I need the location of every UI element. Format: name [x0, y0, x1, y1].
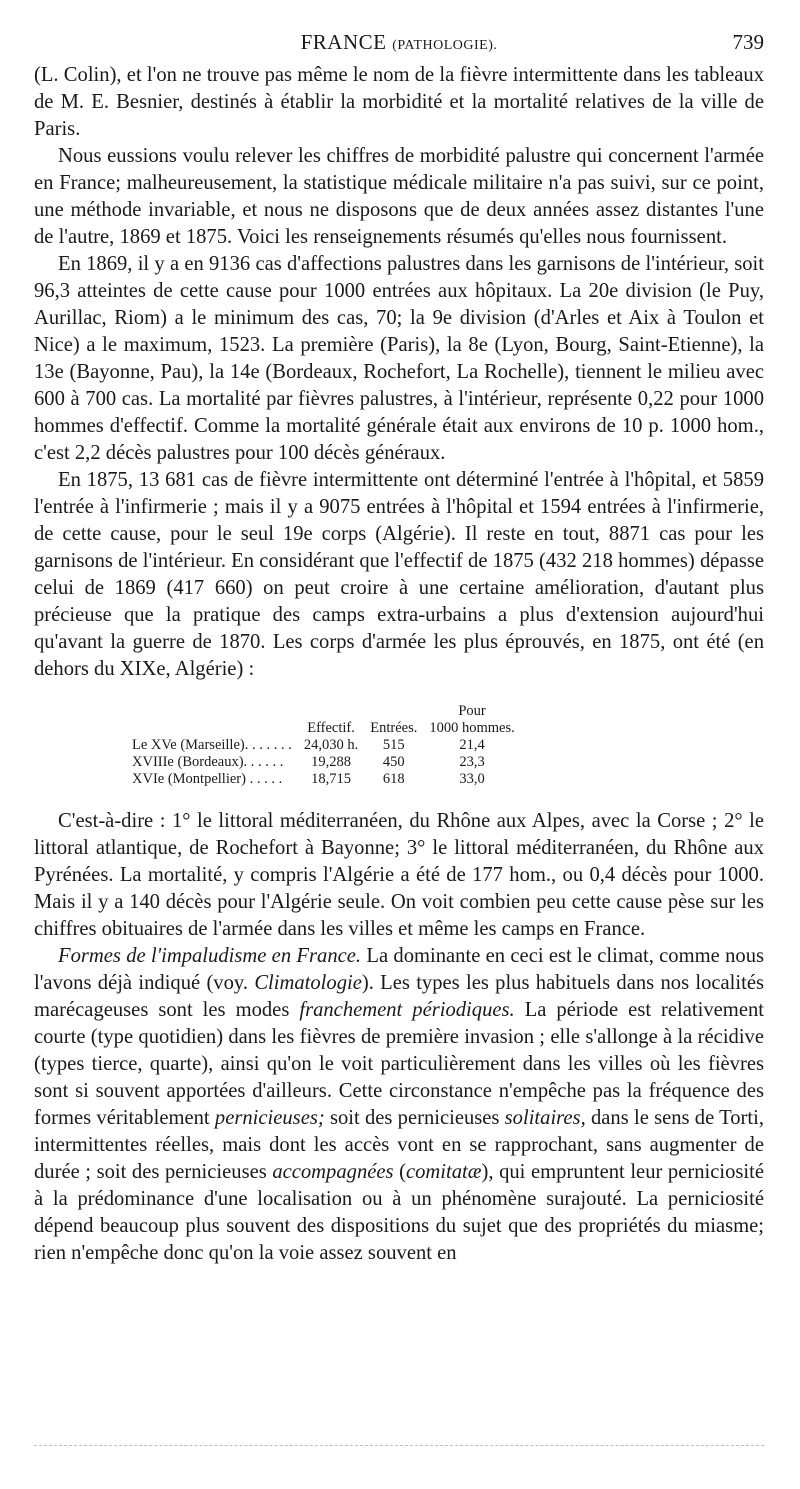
page-number: 739 [732, 30, 764, 54]
page-header [34, 30, 764, 56]
row-effectif: 18,715 [311, 771, 351, 787]
table-row [132, 754, 521, 771]
row-pour-1000: 23,3 [459, 754, 485, 770]
header-title: FRANCE [300, 30, 387, 54]
table-header-effectif: Effectif. [307, 720, 355, 736]
text-run: soit des pernicieuses [324, 1107, 505, 1129]
paragraph: (L. Colin), et l'on ne trouve pas même le nom de la fièvre intermittente dans les tableaux de M. E. Besnier, destinés à établir la morbidité et la mortalité relatives de la ville de Paris. [34, 64, 764, 140]
row-pour-1000: 33,0 [459, 771, 485, 787]
paragraph: En 1875, 13 681 cas de fièvre intermittente ont déterminé l'entrée à l'hôpital, et 5859 l'entrée à l'infirmerie ; mais il y a 9075 entrées à l'hôpital et 1594 entrées à l'infirmerie, de cette cause, pour le seul 19e corps (Algérie). Il reste en tout, 8871 cas pour les garnisons de l'intérieur. En considérant que l'effectif de 1875 (432 218 hommes) dépasse celui de 1869 (417 660) on peut croire à une certaine amélioration, d'autant plus précieuse que la pratique des camps extra-urbains a plus d'extension aujourd'hui qu'avant la guerre de 1870. Les corps d'armée les plus éprouvés, en 1875, ont été (en dehors du XIXe, Algérie) : [34, 469, 764, 680]
emphasis: franchement périodiques. [299, 999, 515, 1021]
stats-table-wrapper [34, 703, 764, 788]
table-header-pour: Pour [458, 703, 486, 719]
row-effectif: 24,030 h. [303, 737, 359, 753]
paragraph: Nous eussions voulu relever les chiffres de morbidité palustre qui concernent l'armée en France; malheureusement, la statistique médicale militaire n'a pas suivi, sur ce point, une méthode invariable, et nous ne disposons que de deux années assez distantes l'une de l'autre, 1869 et 1875. Voici les renseignements résumés qu'elles nous fournissent. [34, 145, 764, 248]
row-label: Le XVe (Marseille). . . . . . . [132, 737, 292, 753]
section-heading: Formes de l'impaludisme en France. [58, 945, 362, 967]
table-header-row-top [132, 703, 521, 720]
running-title [34, 30, 764, 55]
table-row [132, 771, 521, 788]
table-header-pour-1000: 1000 hommes. [429, 720, 515, 736]
text-run: La période est relativement courte (type quotidien) dans les fièvres de première invasion ; elle s'allonge à la récidive (types tierce, quarte), ainsi qu'on le voit particulièrement dans les villes où les fièvres sont si souvent apportées d'ailleurs. Cette circonstance n'empêche pas la fréquence des formes véritablement [34, 999, 764, 1129]
text-run: La dominante en ceci est le climat, comme nous l'avons déjà indiqué (voy. [34, 945, 765, 994]
table-row [132, 737, 521, 754]
row-entrees: 515 [382, 737, 405, 753]
text-run: ), qui empruntent leur perniciosité à la prédominance d'une localisation ou à un phénomène surajouté. La perniciosité dépend beaucoup plus souvent des dispositions du sujet que des propriétés du miasme; rien n'empêche donc qu'on la voie assez souvent en [34, 1161, 764, 1264]
row-label: XVIIIe (Bordeaux). . . . . . [132, 754, 284, 770]
body-text [34, 62, 764, 1267]
text-run: dans le sens de Torti, intermittentes réelles, mais dont les accès vont en se rapprochant, sans augmenter de durée ; soit des pernicieuses [34, 1107, 764, 1183]
footer-rule [34, 1445, 764, 1446]
paragraph-formes [34, 943, 764, 1267]
header-subtitle: (PATHOLOGIE). [392, 38, 498, 53]
emphasis: accompagnées [272, 1161, 394, 1183]
row-pour-1000: 21,4 [459, 737, 485, 753]
emphasis: comitatæ [405, 1161, 482, 1183]
paragraph: C'est-à-dire : 1° le littoral méditerranéen, du Rhône aux Alpes, avec la Corse ; 2° le littoral atlantique, de Rochefort à Bayonne; 3° le littoral méditerranéen, du Rhône aux Pyrénées. La mortalité, y compris l'Algérie a été de 177 hom., ou 0,4 décès pour 1000. Mais il y a 140 décès pour l'Algérie seule. On voit combien peu cette cause pèse sur les chiffres obituaires de l'armée dans les villes et même les camps en France. [34, 810, 764, 940]
row-entrees: 450 [382, 754, 405, 770]
text-run: ( [393, 1161, 406, 1183]
row-entrees: 618 [382, 771, 405, 787]
emphasis: Climatologie [254, 972, 362, 994]
table-header-entrees: Entrées. [370, 720, 418, 736]
stats-table [132, 703, 521, 788]
row-effectif: 19,288 [311, 754, 351, 770]
emphasis: pernicieuses; [214, 1107, 325, 1129]
paragraph: En 1869, il y a en 9136 cas d'affections palustres dans les garnisons de l'intérieur, soit 96,3 atteintes de cette cause pour 1000 entrées aux hôpitaux. La 20e division (le Puy, Aurillac, Riom) a le minimum des cas, 70; la 9e division (d'Arles et Aix à Toulon et Nice) a le maximum, 1523. La première (Paris), la 8e (Lyon, Bourg, Saint-Etienne), la 13e (Bayonne, Pau), la 14e (Bordeaux, Rochefort, La Rochelle), tiennent le milieu avec 600 à 700 cas. La mortalité par fièvres palustres, à l'intérieur, représente 0,22 pour 1000 hommes d'effectif. Comme la mortalité générale était aux environs de 10 p. 1000 hom., c'est 2,2 décès palustres pour 100 décès généraux. [34, 253, 764, 464]
emphasis: solitaires, [504, 1107, 586, 1129]
table-header-row [132, 720, 521, 737]
row-label: XVIe (Montpellier) . . . . . [132, 771, 283, 787]
text-run: ). Les types les plus habituels dans nos localités marécageuses sont les modes [34, 972, 764, 1021]
